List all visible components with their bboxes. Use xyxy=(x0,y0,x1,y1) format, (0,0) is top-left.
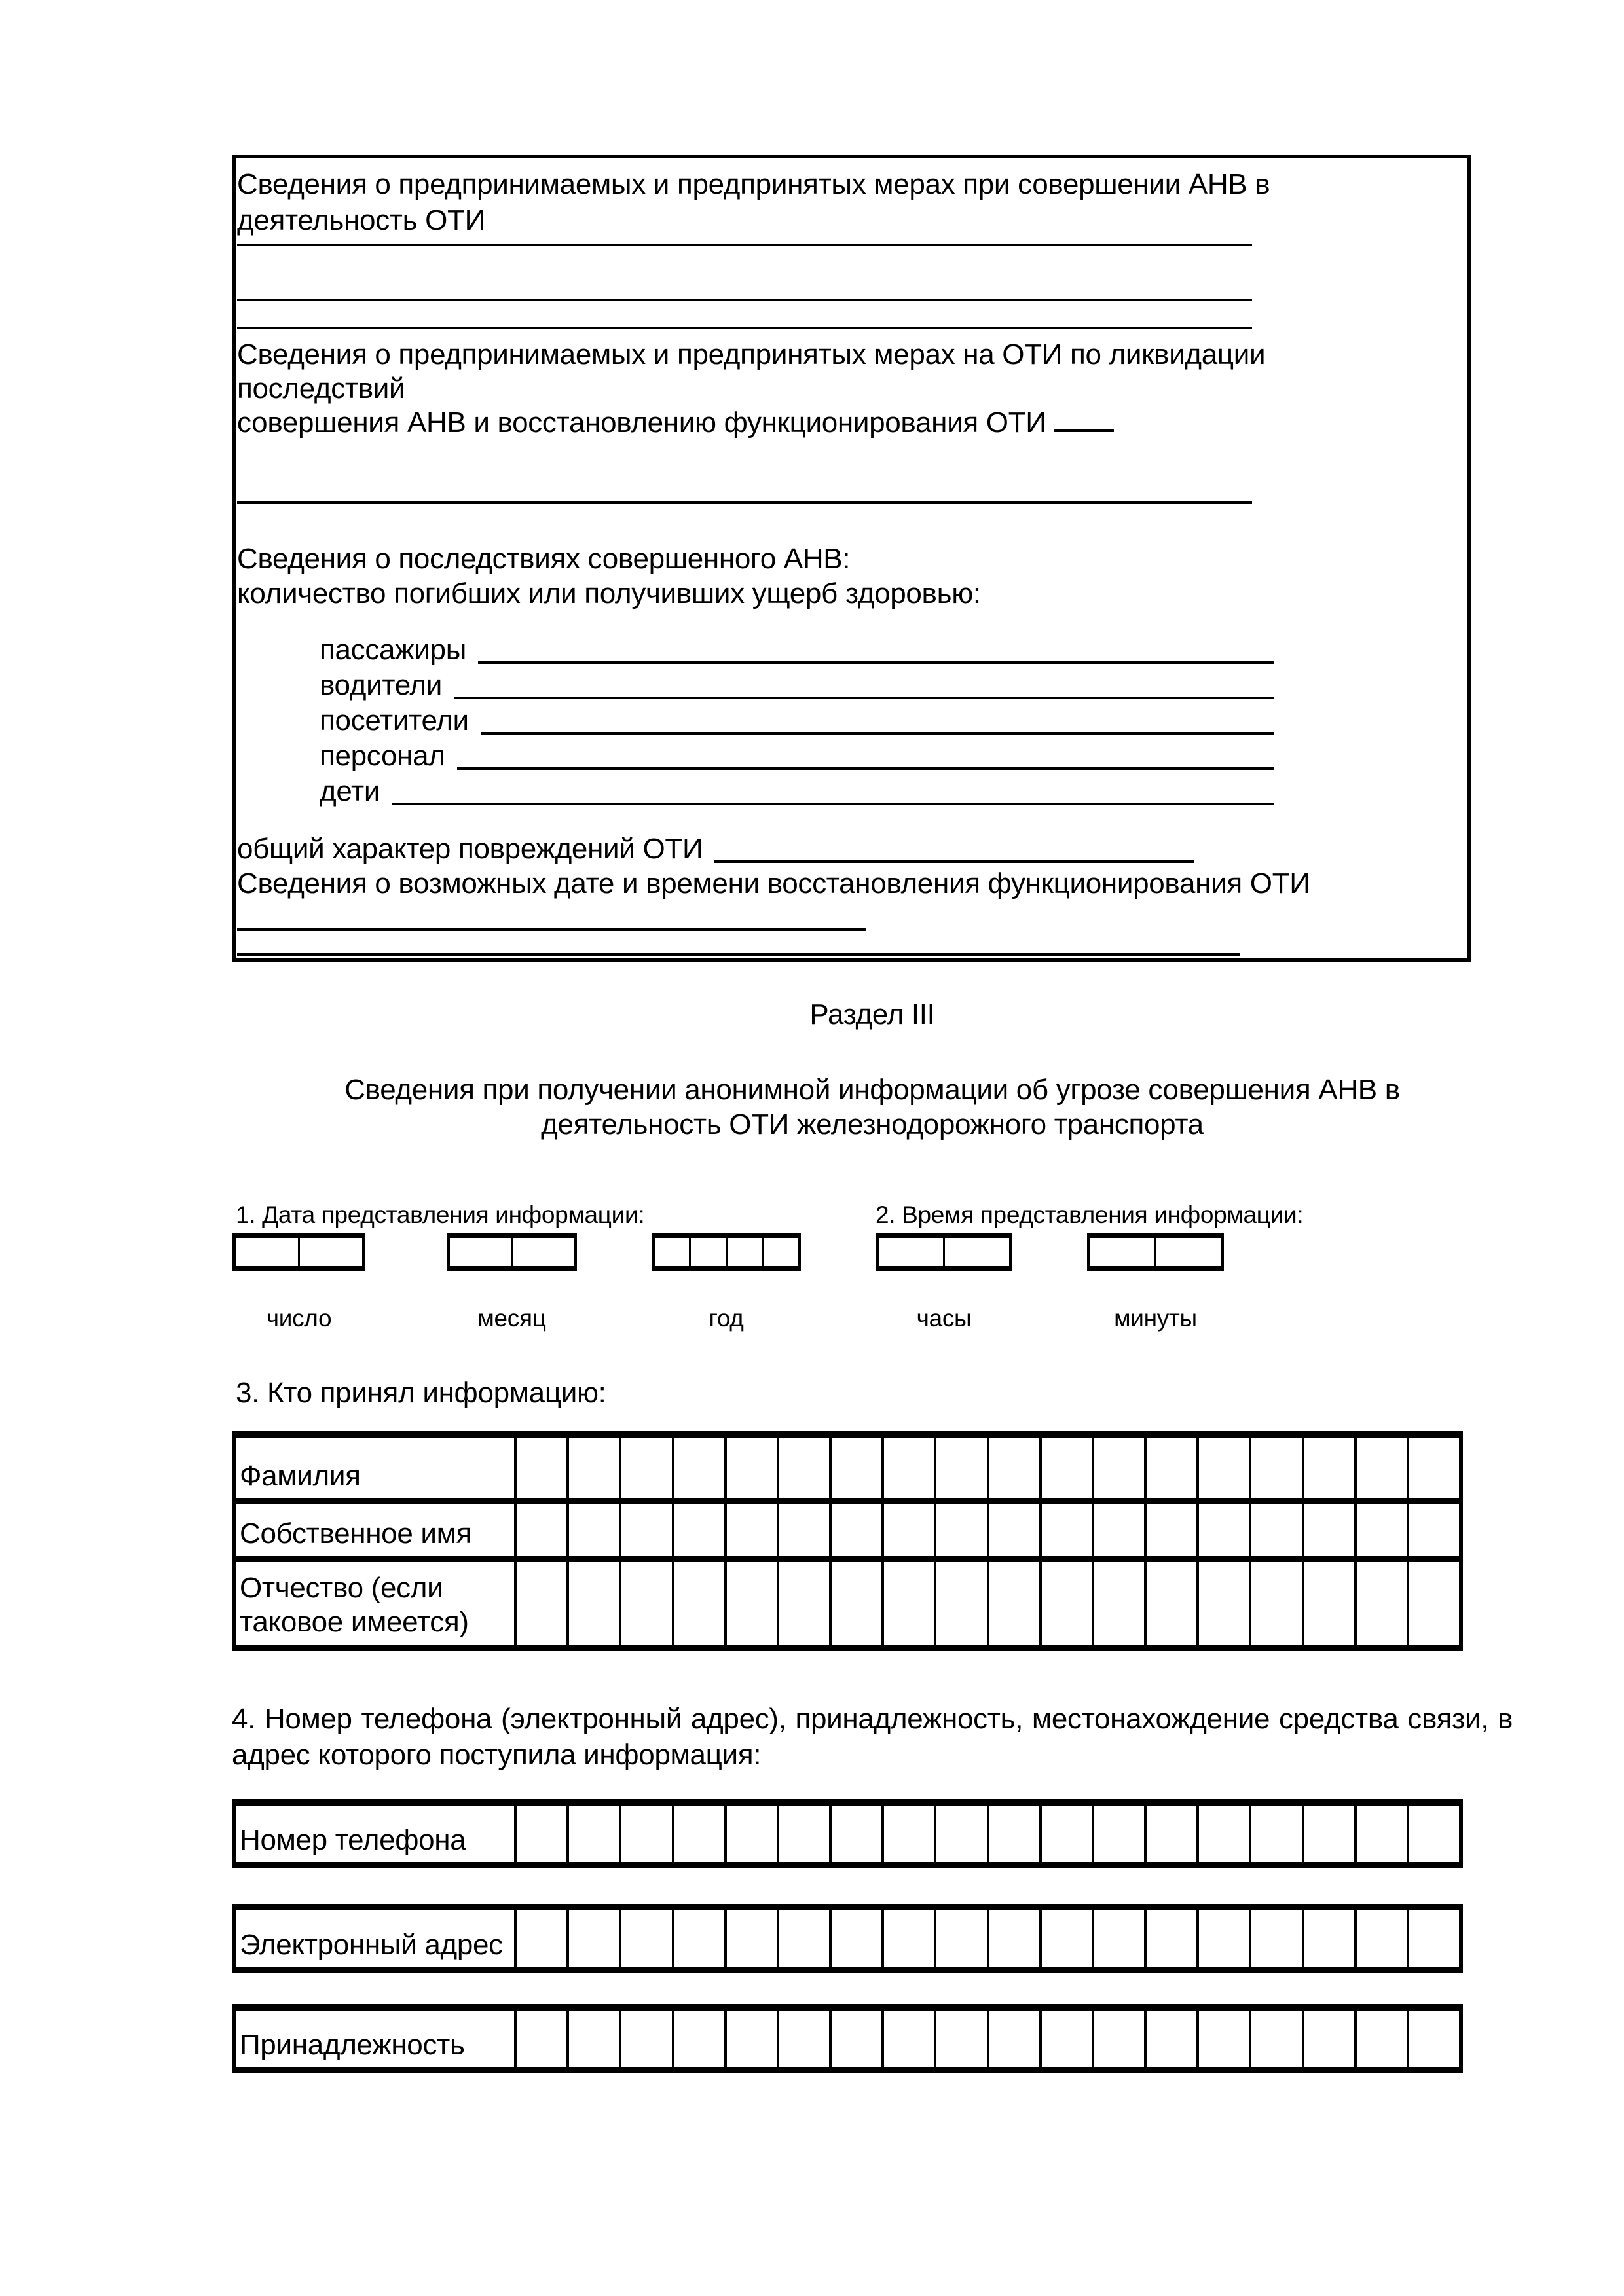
char-cells xyxy=(514,1910,1459,1967)
char-cell[interactable] xyxy=(1039,1910,1092,1967)
char-cells xyxy=(514,1806,1459,1862)
date-cell[interactable] xyxy=(236,1238,298,1266)
char-cell[interactable] xyxy=(1354,1910,1407,1967)
table-row xyxy=(236,1556,1459,1645)
char-cell[interactable] xyxy=(1092,1438,1144,1498)
char-cell[interactable] xyxy=(1354,1504,1407,1556)
date-cell[interactable] xyxy=(655,1238,689,1266)
char-cell[interactable] xyxy=(724,1562,777,1645)
char-cell[interactable] xyxy=(777,1910,829,1967)
date-cell[interactable] xyxy=(689,1238,725,1266)
victim-fill-line[interactable] xyxy=(481,732,1274,735)
char-cell[interactable] xyxy=(1144,1438,1196,1498)
char-cell[interactable] xyxy=(514,1806,566,1862)
blank-line[interactable] xyxy=(237,953,1240,956)
char-cell[interactable] xyxy=(934,1438,986,1498)
char-cell[interactable] xyxy=(987,1562,1039,1645)
q4-label: 4. Номер телефона (электронный адрес), принадлежность, местонахождение средства связи, в адрес которого поступила информация: xyxy=(232,1703,1513,1771)
char-cell[interactable] xyxy=(1302,1504,1354,1556)
char-cell[interactable] xyxy=(724,2011,777,2067)
char-cell[interactable] xyxy=(1407,1806,1459,1862)
blank-line[interactable] xyxy=(237,299,1252,301)
char-cell[interactable] xyxy=(1092,1562,1144,1645)
char-cell[interactable] xyxy=(566,2011,619,2067)
char-cell[interactable] xyxy=(724,1806,777,1862)
char-cell[interactable] xyxy=(1144,1806,1196,1862)
char-cell[interactable] xyxy=(514,1438,566,1498)
char-cell[interactable] xyxy=(672,2011,724,2067)
char-cell[interactable] xyxy=(829,1910,881,1967)
char-cell[interactable] xyxy=(1092,1504,1144,1556)
char-cell[interactable] xyxy=(514,1562,566,1645)
char-cell[interactable] xyxy=(619,2011,671,2067)
row-label: Электронный адрес xyxy=(240,1929,503,1961)
victim-fill-line[interactable] xyxy=(478,661,1274,664)
char-cells xyxy=(514,1438,1459,1498)
char-cells xyxy=(514,1504,1459,1556)
char-cell[interactable] xyxy=(1196,1438,1249,1498)
month-cells xyxy=(447,1233,577,1271)
char-cell[interactable] xyxy=(1354,2011,1407,2067)
char-cell[interactable] xyxy=(934,1504,986,1556)
victim-fill-line[interactable] xyxy=(392,803,1274,805)
q2-time-label: 2. Время представления информации: xyxy=(876,1201,1304,1228)
char-cell[interactable] xyxy=(1249,1504,1301,1556)
char-cell[interactable] xyxy=(1354,1438,1407,1498)
blank-line[interactable] xyxy=(237,501,1252,504)
consequences-line1: Сведения о последствиях совершенного АНВ: xyxy=(237,543,851,575)
char-cell[interactable] xyxy=(934,1562,986,1645)
char-cell[interactable] xyxy=(1039,1438,1092,1498)
char-cell[interactable] xyxy=(1302,1562,1354,1645)
char-cell[interactable] xyxy=(1407,1562,1459,1645)
char-cell[interactable] xyxy=(987,1806,1039,1862)
day-unit-label: число xyxy=(266,1305,332,1332)
victim-row xyxy=(320,774,1274,809)
char-cell[interactable] xyxy=(1039,1504,1092,1556)
q3-label: 3. Кто принял информацию: xyxy=(236,1377,606,1409)
damage-row xyxy=(237,831,1194,867)
table-row xyxy=(236,1498,1459,1556)
char-cell[interactable] xyxy=(1249,1562,1301,1645)
char-cell[interactable] xyxy=(1302,1910,1354,1967)
section-title: Раздел III xyxy=(809,998,935,1030)
char-cell[interactable] xyxy=(881,1562,934,1645)
table-row xyxy=(236,1806,1459,1862)
char-cell[interactable] xyxy=(777,1562,829,1645)
char-cell[interactable] xyxy=(566,1504,619,1556)
minutes-cells xyxy=(1087,1233,1224,1271)
measures-line2: деятельность ОТИ xyxy=(237,204,485,236)
victim-fill-line[interactable] xyxy=(454,697,1274,699)
blank-line[interactable] xyxy=(1054,410,1114,432)
victim-row xyxy=(320,668,1274,703)
char-cell[interactable] xyxy=(987,2011,1039,2067)
char-cell[interactable] xyxy=(987,1910,1039,1967)
char-cell[interactable] xyxy=(1407,1438,1459,1498)
row-label: Номер телефона xyxy=(240,1824,466,1856)
char-cells xyxy=(514,2011,1459,2067)
table-row xyxy=(236,1910,1459,1967)
char-cell[interactable] xyxy=(1196,1910,1249,1967)
year-cells xyxy=(652,1233,801,1271)
affiliation-table xyxy=(232,2004,1463,2073)
char-cell[interactable] xyxy=(829,2011,881,2067)
section-subtitle-line2: деятельность ОТИ железнодорожного транспорта xyxy=(541,1108,1204,1140)
liquidation-line2: последствий xyxy=(237,373,405,405)
liquidation-line1: Сведения о предпринимаемых и предпринятых мерах на ОТИ по ликвидации xyxy=(237,338,1266,371)
measures-line1: Сведения о предпринимаемых и предпринятых мерах при совершении АНВ в xyxy=(237,168,1270,200)
char-cell[interactable] xyxy=(934,1910,986,1967)
q1-date-label: 1. Дата представления информации: xyxy=(236,1201,645,1228)
char-cell[interactable] xyxy=(987,1504,1039,1556)
date-cell[interactable] xyxy=(726,1238,762,1266)
char-cell[interactable] xyxy=(1196,2011,1249,2067)
char-cell[interactable] xyxy=(724,1438,777,1498)
char-cell[interactable] xyxy=(1196,1562,1249,1645)
victim-row xyxy=(320,632,1274,668)
day-cells xyxy=(232,1233,365,1271)
char-cell[interactable] xyxy=(566,1562,619,1645)
char-cell[interactable] xyxy=(672,1504,724,1556)
hours-cells xyxy=(876,1233,1012,1271)
char-cell[interactable] xyxy=(987,1438,1039,1498)
date-cell[interactable] xyxy=(450,1238,511,1266)
blank-line[interactable] xyxy=(237,244,1252,246)
email-table xyxy=(232,1904,1463,1973)
hours-unit-label: часы xyxy=(916,1305,972,1332)
date-cell[interactable] xyxy=(943,1238,1009,1266)
victim-label: дети xyxy=(320,775,380,807)
char-cell[interactable] xyxy=(829,1806,881,1862)
char-cell[interactable] xyxy=(1092,1910,1144,1967)
measures-info-box xyxy=(232,155,1471,962)
char-cell[interactable] xyxy=(1144,1910,1196,1967)
date-cell[interactable] xyxy=(298,1238,362,1266)
row-label: Принадлежность xyxy=(240,2029,465,2061)
char-cell[interactable] xyxy=(1039,1562,1092,1645)
char-cell[interactable] xyxy=(672,1562,724,1645)
restore-label: Сведения о возможных дате и времени восстановления функционирования ОТИ xyxy=(237,867,1310,900)
char-cell[interactable] xyxy=(1249,1806,1301,1862)
char-cell[interactable] xyxy=(672,1910,724,1967)
victim-label: персонал xyxy=(320,740,445,772)
victim-label: посетители xyxy=(320,704,469,737)
char-cell[interactable] xyxy=(1302,1438,1354,1498)
char-cell[interactable] xyxy=(724,1910,777,1967)
char-cell[interactable] xyxy=(566,1438,619,1498)
char-cell[interactable] xyxy=(777,1806,829,1862)
victim-row xyxy=(320,738,1274,774)
char-cell[interactable] xyxy=(1407,2011,1459,2067)
consequences-line2: количество погибших или получивших ущерб здоровью: xyxy=(237,577,981,610)
char-cell[interactable] xyxy=(1196,1806,1249,1862)
date-cell[interactable] xyxy=(1090,1238,1154,1266)
char-cell[interactable] xyxy=(619,1504,671,1556)
row-label: Собственное имя xyxy=(240,1518,472,1550)
char-cell[interactable] xyxy=(934,2011,986,2067)
table-row xyxy=(236,1438,1459,1498)
char-cell[interactable] xyxy=(777,1438,829,1498)
char-cell[interactable] xyxy=(514,1910,566,1967)
char-cell[interactable] xyxy=(514,1504,566,1556)
char-cell[interactable] xyxy=(829,1438,881,1498)
char-cell[interactable] xyxy=(934,1806,986,1862)
damage-label: общий характер повреждений ОТИ xyxy=(237,833,703,865)
char-cell[interactable] xyxy=(1249,1438,1301,1498)
char-cell[interactable] xyxy=(1249,1910,1301,1967)
char-cell[interactable] xyxy=(619,1562,671,1645)
phone-table xyxy=(232,1799,1463,1868)
minutes-unit-label: минуты xyxy=(1114,1305,1197,1332)
row-label: Фамилия xyxy=(240,1460,361,1492)
char-cell[interactable] xyxy=(1302,1806,1354,1862)
char-cell[interactable] xyxy=(566,1806,619,1862)
char-cell[interactable] xyxy=(1092,2011,1144,2067)
char-cell[interactable] xyxy=(881,1438,934,1498)
year-unit-label: год xyxy=(709,1305,744,1332)
char-cell[interactable] xyxy=(672,1806,724,1862)
char-cell[interactable] xyxy=(1407,1910,1459,1967)
liquidation-line3-text: совершения АНВ и восстановлению функционирования ОТИ xyxy=(237,407,1046,439)
date-cell[interactable] xyxy=(879,1238,943,1266)
date-cell[interactable] xyxy=(511,1238,574,1266)
char-cell[interactable] xyxy=(829,1562,881,1645)
char-cell[interactable] xyxy=(619,1910,671,1967)
char-cell[interactable] xyxy=(1144,1504,1196,1556)
char-cell[interactable] xyxy=(881,1910,934,1967)
char-cell[interactable] xyxy=(1144,2011,1196,2067)
char-cell[interactable] xyxy=(672,1438,724,1498)
char-cells xyxy=(514,1562,1459,1645)
char-cell[interactable] xyxy=(1354,1806,1407,1862)
char-cell[interactable] xyxy=(619,1438,671,1498)
char-cell[interactable] xyxy=(1407,1504,1459,1556)
char-cell[interactable] xyxy=(1196,1504,1249,1556)
char-cell[interactable] xyxy=(1302,2011,1354,2067)
victim-label: пассажиры xyxy=(320,634,466,666)
char-cell[interactable] xyxy=(724,1504,777,1556)
char-cell[interactable] xyxy=(1039,1806,1092,1862)
char-cell[interactable] xyxy=(1039,2011,1092,2067)
blank-line[interactable] xyxy=(237,928,866,931)
section-subtitle-line1: Сведения при получении анонимной информации об угрозе совершения АНВ в xyxy=(344,1074,1400,1106)
victim-label: водители xyxy=(320,669,442,701)
char-cell[interactable] xyxy=(881,1504,934,1556)
char-cell[interactable] xyxy=(881,2011,934,2067)
row-label: Отчество (если таковое имеется) xyxy=(240,1572,469,1638)
damage-fill-line[interactable] xyxy=(714,860,1194,863)
char-cell[interactable] xyxy=(1249,2011,1301,2067)
who-accepted-table xyxy=(232,1431,1463,1651)
victim-row xyxy=(320,703,1274,738)
date-cell[interactable] xyxy=(1154,1238,1221,1266)
char-cell[interactable] xyxy=(881,1806,934,1862)
char-cell[interactable] xyxy=(777,1504,829,1556)
char-cell[interactable] xyxy=(566,1910,619,1967)
char-cell[interactable] xyxy=(1354,1562,1407,1645)
blank-line[interactable] xyxy=(237,327,1252,329)
char-cell[interactable] xyxy=(1092,1806,1144,1862)
liquidation-line3 xyxy=(237,405,1114,441)
char-cell[interactable] xyxy=(777,2011,829,2067)
month-unit-label: месяц xyxy=(477,1305,546,1332)
char-cell[interactable] xyxy=(514,2011,566,2067)
char-cell[interactable] xyxy=(829,1504,881,1556)
char-cell[interactable] xyxy=(1144,1562,1196,1645)
char-cell[interactable] xyxy=(619,1806,671,1862)
date-cell[interactable] xyxy=(762,1238,798,1266)
victim-fill-line[interactable] xyxy=(457,767,1274,770)
table-row xyxy=(236,2011,1459,2067)
